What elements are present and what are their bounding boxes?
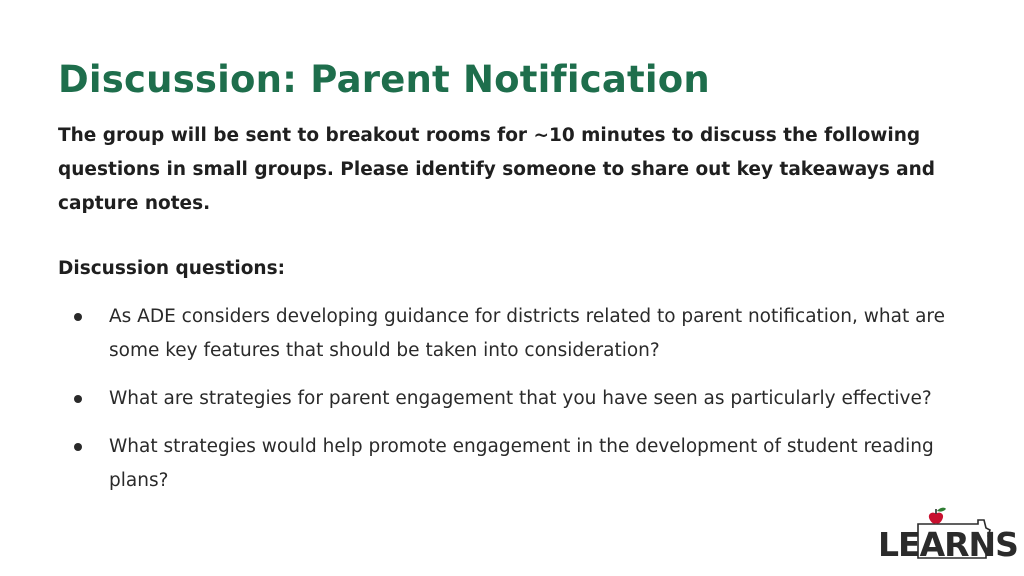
question-text: As ADE considers developing guidance for districts related to parent notification, what are some key features that should be taken into consideration? xyxy=(109,306,945,361)
questions-heading: Discussion questions: xyxy=(58,258,285,279)
list-item xyxy=(58,300,958,368)
bullet-icon xyxy=(74,443,82,451)
list-item xyxy=(58,430,958,498)
bullet-icon xyxy=(74,313,82,321)
questions-list xyxy=(58,300,958,512)
bullet-icon xyxy=(74,395,82,403)
logo-text: LEARNS xyxy=(878,525,1018,564)
question-text: What strategies would help promote engagement in the development of student reading plans? xyxy=(109,436,934,491)
learns-logo xyxy=(878,506,1018,564)
question-text: What are strategies for parent engagement that you have seen as particularly effective? xyxy=(109,388,932,409)
intro-paragraph: The group will be sent to breakout rooms for ~10 minutes to discuss the following questions in small groups. Please identify someone to share out key takeaways and capture notes. xyxy=(58,125,936,214)
list-item xyxy=(58,382,958,416)
page-title: Discussion: Parent Notification xyxy=(58,58,710,101)
